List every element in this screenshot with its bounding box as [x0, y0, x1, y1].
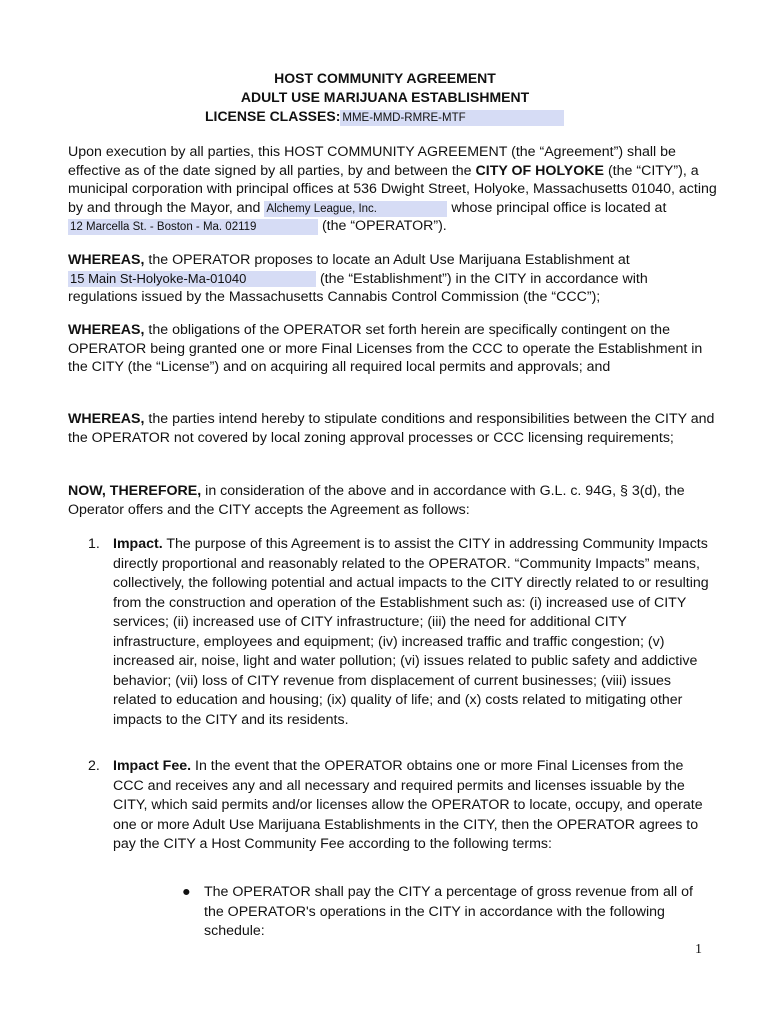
whereas3-text: the parties intend hereby to stipulate conditions and responsibilities between the CITY and the OPERATOR not covered by local zoning approval processes or CCC licensing requirements;	[68, 411, 715, 446]
item-title: Impact.	[113, 536, 163, 552]
whereas-location-paragraph	[68, 251, 718, 307]
now-therefore-paragraph	[68, 482, 718, 519]
intro-paragraph	[68, 143, 718, 236]
license-classes-field[interactable]: MME-MMD-RMRE-MTF	[340, 110, 564, 126]
bullet-dot-icon: ●	[182, 884, 191, 900]
license-classes-label: LICENSE CLASSES:	[205, 108, 341, 124]
now-therefore-label: NOW, THEREFORE,	[68, 483, 202, 499]
whereas-label: WHEREAS,	[68, 411, 145, 427]
operator-address-field[interactable]: 12 Marcella St. - Boston - Ma. 02119	[68, 219, 318, 235]
item-text: In the event that the OPERATOR obtains one or more Final Licenses from the CCC and receives any and all necessary and required permits and licenses issuable by the CITY, which said permits and/or licenses allow the OPERATOR to locate, occupy, and operate one or more Adult Use Marijuana Establishments in the CITY, then the OPERATOR agrees to pay the CITY a Host Community Fee according to the following terms:	[113, 758, 703, 852]
city-name: CITY OF HOLYOKE	[475, 162, 605, 179]
now-therefore-text: in consideration of the above and in accordance with G.L. c. 94G, § 3(d), the Operator offers and the CITY accepts the Agreement as follows:	[68, 483, 685, 518]
agreement-subtitle: ADULT USE MARIJUANA ESTABLISHMENT	[240, 89, 530, 105]
intro-text-a: Upon execution by all parties, this HOST COMMUNITY AGREEMENT (the “Agreement”) shall be effective as of the date signed by all parties, by and between the	[68, 144, 676, 179]
establishment-location-field[interactable]: 15 Main St-Holyoke-Ma-01040	[68, 271, 316, 287]
whereas1-text-b: (the “Establishment”) in the CITY in accordance with regulations issued by the Massachusetts Cannabis Control Commission (the “CCC”);	[68, 270, 648, 306]
whereas-conditions-paragraph	[68, 410, 718, 447]
intro-text-b: (the “CITY”), a municipal corporation with principal offices at 536 Dwight Street, Holyoke, Massachusetts 01040, acting by and through the Mayor, and	[68, 162, 717, 216]
whereas-label: WHEREAS,	[68, 322, 145, 338]
license-classes-line	[205, 107, 564, 126]
whereas2-text: the obligations of the OPERATOR set forth herein are specifically contingent on the OPERATOR being granted one or more Final Licenses from the CCC to operate the Establishment in the CITY (the “License”) and on acquiring all required local permits and approvals; and	[68, 322, 703, 376]
page-number: 1	[695, 942, 702, 957]
item-text: The purpose of this Agreement is to assist the CITY in addressing Community Impacts directly proportional and reasonably related to the OPERATOR. “Community Impacts” means, collectively, the following potential and actual impacts to the CITY directly related to or resulting from the construction and operation of the Establishment such as: (i) increased use of CITY services; (ii) increased use of CITY infrastructure; (iii) the need for additional CITY infrastructure, employees and equipment; (iv) increased traffic and traffic congestion; (v) increased air, noise, light and water pollution; (vi) issues related to public safety and addictive behavior; (vii) loss of CITY revenue from displacement of current businesses; (viii) issues related to education and housing; (ix) quality of life; and (x) costs related to mitigating other impacts to the CITY and its residents.	[113, 536, 709, 728]
bullet-text: The OPERATOR shall pay the CITY a percentage of gross revenue from all of the OPERATOR's operations in the CITY in accordance with the following schedule:	[204, 884, 693, 939]
agreement-title: HOST COMMUNITY AGREEMENT	[274, 70, 496, 86]
list-item-impact-fee	[88, 757, 713, 855]
list-number: 1.	[88, 536, 100, 552]
bullet-item-revenue	[182, 883, 704, 942]
item-title: Impact Fee.	[113, 758, 192, 774]
intro-text-c: whose principal office is located at	[447, 199, 667, 216]
whereas-obligations-paragraph	[68, 321, 718, 377]
whereas-label: WHEREAS,	[68, 252, 145, 268]
operator-name-field[interactable]: Alchemy League, Inc.	[264, 201, 447, 217]
whereas1-text-a: the OPERATOR proposes to locate an Adult Use Marijuana Establishment at	[144, 252, 630, 268]
list-item-impact	[88, 535, 713, 730]
intro-text-d: (the “OPERATOR”).	[318, 218, 447, 235]
list-number: 2.	[88, 758, 100, 774]
